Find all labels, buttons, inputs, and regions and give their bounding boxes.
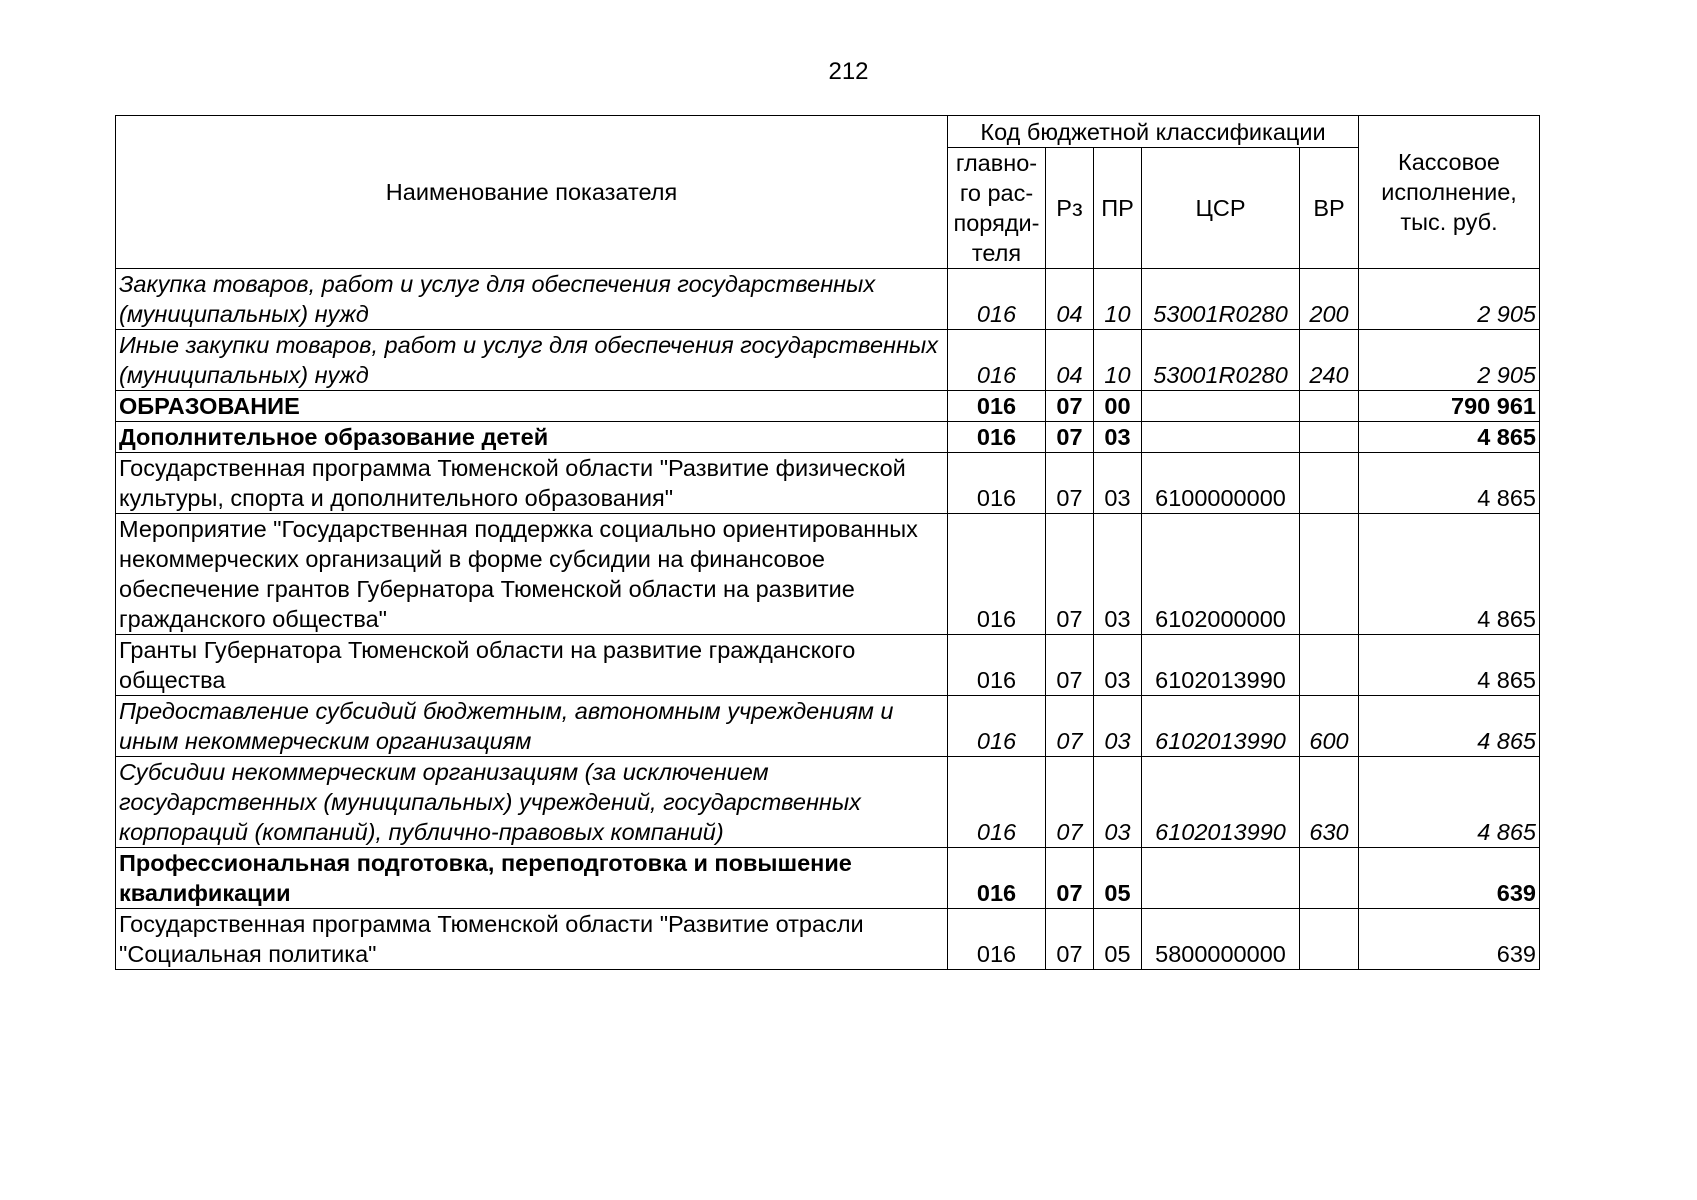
row-amount: 639: [1359, 909, 1540, 970]
row-rz: 07: [1046, 391, 1094, 422]
row-csr: 6102000000: [1142, 514, 1300, 635]
row-vr: 240: [1300, 330, 1359, 391]
row-amount: 4 865: [1359, 696, 1540, 757]
row-csr: [1142, 848, 1300, 909]
row-vr: 630: [1300, 757, 1359, 848]
row-pr: 03: [1094, 422, 1142, 453]
row-gr: 016: [948, 391, 1046, 422]
row-pr: 03: [1094, 757, 1142, 848]
row-amount: 4 865: [1359, 422, 1540, 453]
row-pr: 10: [1094, 330, 1142, 391]
table-row: [116, 848, 1540, 909]
row-amount: 2 905: [1359, 330, 1540, 391]
row-name: Субсидии некоммерческим организациям (за исключением государственных (муниципальных) учреждений, государственных корпораций (компаний), публично-правовых компаний): [116, 757, 948, 848]
row-name: Государственная программа Тюменской области "Развитие физической культуры, спорта и дополнительного образования": [116, 453, 948, 514]
table-row: [116, 696, 1540, 757]
row-rz: 07: [1046, 757, 1094, 848]
row-name: ОБРАЗОВАНИЕ: [116, 391, 948, 422]
table-row: [116, 757, 1540, 848]
row-pr: 00: [1094, 391, 1142, 422]
row-pr: 03: [1094, 453, 1142, 514]
row-amount: 790 961: [1359, 391, 1540, 422]
row-amount: 4 865: [1359, 635, 1540, 696]
table-row: [116, 453, 1540, 514]
row-csr: 6100000000: [1142, 453, 1300, 514]
table-row: [116, 635, 1540, 696]
row-vr: [1300, 909, 1359, 970]
row-csr: 6102013990: [1142, 757, 1300, 848]
row-rz: 07: [1046, 909, 1094, 970]
row-gr: 016: [948, 848, 1046, 909]
row-name: Дополнительное образование детей: [116, 422, 948, 453]
row-pr: 03: [1094, 514, 1142, 635]
row-gr: 016: [948, 696, 1046, 757]
row-gr: 016: [948, 422, 1046, 453]
row-name: Мероприятие "Государственная поддержка социально ориентированных некоммерческих организаций в форме субсидии на финансовое обеспечение грантов Губернатора Тюменской области на развитие гражданского общества": [116, 514, 948, 635]
row-csr: [1142, 422, 1300, 453]
row-rz: 07: [1046, 453, 1094, 514]
row-gr: 016: [948, 635, 1046, 696]
header-csr: ЦСР: [1142, 148, 1300, 269]
header-rz: Рз: [1046, 148, 1094, 269]
row-vr: [1300, 635, 1359, 696]
row-amount: 2 905: [1359, 269, 1540, 330]
header-pr: ПР: [1094, 148, 1142, 269]
row-rz: 07: [1046, 422, 1094, 453]
header-name: Наименование показателя: [116, 116, 948, 269]
row-name: Государственная программа Тюменской области "Развитие отрасли "Социальная политика": [116, 909, 948, 970]
row-name: Иные закупки товаров, работ и услуг для обеспечения государственных (муниципальных) нужд: [116, 330, 948, 391]
table-row: [116, 909, 1540, 970]
page-number: 212: [828, 58, 869, 85]
row-amount: 4 865: [1359, 757, 1540, 848]
row-rz: 07: [1046, 635, 1094, 696]
table-row: [116, 269, 1540, 330]
row-csr: 53001R0280: [1142, 269, 1300, 330]
row-vr: [1300, 848, 1359, 909]
row-vr: [1300, 422, 1359, 453]
row-pr: 03: [1094, 696, 1142, 757]
row-vr: [1300, 514, 1359, 635]
row-csr: 6102013990: [1142, 696, 1300, 757]
table-row: [116, 330, 1540, 391]
table-row: [116, 422, 1540, 453]
row-csr: 53001R0280: [1142, 330, 1300, 391]
row-csr: 5800000000: [1142, 909, 1300, 970]
header-code-group: Код бюджетной классификации: [948, 116, 1359, 148]
row-name: Предоставление субсидий бюджетным, автономным учреждениям и иным некоммерческим организациям: [116, 696, 948, 757]
row-pr: 10: [1094, 269, 1142, 330]
row-rz: 07: [1046, 696, 1094, 757]
row-amount: 4 865: [1359, 453, 1540, 514]
table-body: [116, 269, 1540, 970]
row-vr: 600: [1300, 696, 1359, 757]
row-vr: 200: [1300, 269, 1359, 330]
row-rz: 04: [1046, 269, 1094, 330]
row-gr: 016: [948, 330, 1046, 391]
budget-table: [115, 115, 1540, 970]
row-name: Закупка товаров, работ и услуг для обеспечения государственных (муниципальных) нужд: [116, 269, 948, 330]
row-csr: 6102013990: [1142, 635, 1300, 696]
row-name: Гранты Губернатора Тюменской области на развитие гражданского общества: [116, 635, 948, 696]
row-rz: 07: [1046, 848, 1094, 909]
row-gr: 016: [948, 269, 1046, 330]
row-amount: 639: [1359, 848, 1540, 909]
row-vr: [1300, 453, 1359, 514]
row-pr: 05: [1094, 848, 1142, 909]
row-gr: 016: [948, 453, 1046, 514]
header-gr: главно- го рас- поряди- теля: [948, 148, 1046, 269]
table-row: [116, 514, 1540, 635]
row-gr: 016: [948, 757, 1046, 848]
row-rz: 07: [1046, 514, 1094, 635]
row-gr: 016: [948, 514, 1046, 635]
header-vr: ВР: [1300, 148, 1359, 269]
row-csr: [1142, 391, 1300, 422]
table-header: [116, 116, 1540, 269]
row-amount: 4 865: [1359, 514, 1540, 635]
header-amount: Кассовое исполнение, тыс. руб.: [1359, 116, 1540, 269]
row-vr: [1300, 391, 1359, 422]
row-gr: 016: [948, 909, 1046, 970]
row-pr: 05: [1094, 909, 1142, 970]
row-name: Профессиональная подготовка, переподготовка и повышение квалификации: [116, 848, 948, 909]
row-rz: 04: [1046, 330, 1094, 391]
row-pr: 03: [1094, 635, 1142, 696]
table-row: [116, 391, 1540, 422]
